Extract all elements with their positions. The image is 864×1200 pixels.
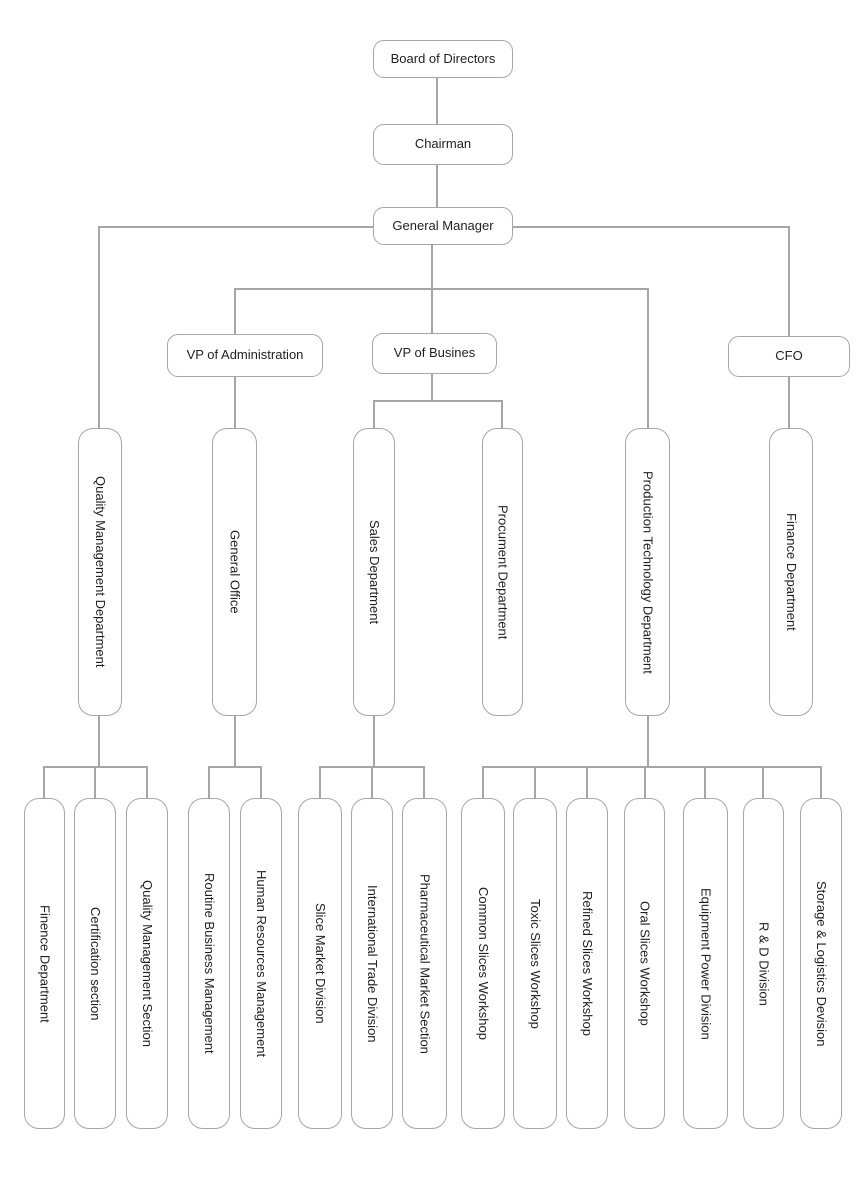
node-label: Quality Management Department xyxy=(93,476,109,668)
org-node-vp-of-administration[interactable] xyxy=(167,334,323,377)
org-node-slice-market-division[interactable] xyxy=(298,798,342,1129)
org-node-sales-department[interactable] xyxy=(353,428,395,716)
connector-to-equipment-power xyxy=(704,766,706,798)
connector-quality-dept-drop xyxy=(98,716,100,767)
connector-prod-tech-rail xyxy=(482,766,821,768)
node-label: Refined Slices Workshop xyxy=(580,891,596,1036)
connector-vp-business-drop xyxy=(431,374,433,401)
org-node-cfo[interactable] xyxy=(728,336,850,377)
node-label: Human Resources Management xyxy=(254,869,270,1058)
node-label: General Manager xyxy=(392,217,494,233)
node-label: VP of Busines xyxy=(393,345,476,361)
connector-to-pharma-market xyxy=(423,766,425,798)
connector-to-slice-market xyxy=(319,766,321,798)
org-node-vp-of-business[interactable] xyxy=(372,333,497,374)
connector-to-common-slices xyxy=(482,766,484,798)
connector-rail-to-procurement xyxy=(501,400,503,428)
connector-rail-to-prod-tech xyxy=(647,288,649,428)
connector-to-certification xyxy=(94,766,96,798)
node-label: International Trade Division xyxy=(365,884,381,1043)
node-label: Production Technology Department xyxy=(640,470,656,674)
node-label: Common Slices Workshop xyxy=(476,887,492,1040)
node-label: Slice Market Division xyxy=(313,903,329,1024)
org-node-certification-section[interactable] xyxy=(74,798,116,1129)
connector-quality-rail xyxy=(43,766,148,768)
org-node-human-resources-management[interactable] xyxy=(240,798,282,1129)
node-label: Routine Business Management xyxy=(202,873,218,1054)
node-label: CFO xyxy=(775,348,803,364)
connector-to-refined-slices xyxy=(586,766,588,798)
connector-to-routine-business xyxy=(208,766,210,798)
node-label: Sales Department xyxy=(367,519,383,625)
org-node-common-slices-workshop[interactable] xyxy=(461,798,505,1129)
connector-gm-right-rail xyxy=(513,226,790,228)
node-label: Toxic Slices Workshop xyxy=(528,898,544,1029)
org-node-procurement-department[interactable] xyxy=(482,428,523,716)
connector-rail-to-sales xyxy=(373,400,375,428)
org-node-general-office[interactable] xyxy=(212,428,257,716)
connector-sales-drop xyxy=(373,716,375,767)
connector-gm-left-rail xyxy=(98,226,373,228)
org-node-pharmaceutical-market-section[interactable] xyxy=(402,798,447,1129)
org-node-oral-slices-workshop[interactable] xyxy=(624,798,665,1129)
org-node-toxic-slices-workshop[interactable] xyxy=(513,798,557,1129)
node-label: Finence Department xyxy=(37,904,53,1023)
org-node-equipment-power-division[interactable] xyxy=(683,798,728,1129)
connector-to-human-resources xyxy=(260,766,262,798)
connector-sales-proc-rail xyxy=(373,400,502,402)
connector-to-finence xyxy=(43,766,45,798)
node-label: Procument Department xyxy=(495,504,511,640)
org-node-quality-management-department[interactable] xyxy=(78,428,122,716)
connector-board-chairman xyxy=(436,78,438,124)
org-node-rnd-division[interactable] xyxy=(743,798,784,1129)
node-label: Quality Management Section xyxy=(140,880,156,1047)
node-label: Finance Department xyxy=(784,513,800,631)
connector-cfo-to-finance xyxy=(788,377,790,428)
connector-to-quality-section xyxy=(146,766,148,798)
node-label: R & D Division xyxy=(756,921,772,1006)
connector-to-toxic-slices xyxy=(534,766,536,798)
node-label: Board of Directors xyxy=(390,50,496,66)
org-node-finance-department[interactable] xyxy=(769,428,813,716)
org-node-storage-logistics-devision[interactable] xyxy=(800,798,842,1129)
org-node-general-manager[interactable] xyxy=(373,207,513,245)
node-label: Equipment Power Division xyxy=(698,887,714,1040)
connector-gm-drop xyxy=(431,245,433,289)
connector-gm-to-cfo xyxy=(788,226,790,336)
connector-prod-tech-drop xyxy=(647,716,649,767)
connector-to-rnd xyxy=(762,766,764,798)
node-label: Certification section xyxy=(88,906,104,1021)
org-node-refined-slices-workshop[interactable] xyxy=(566,798,608,1129)
connector-to-intl-trade xyxy=(371,766,373,798)
node-label: General Office xyxy=(227,530,243,614)
org-node-chairman[interactable] xyxy=(373,124,513,165)
org-node-routine-business-management[interactable] xyxy=(188,798,230,1129)
node-label: Pharmaceutical Market Section xyxy=(417,873,433,1054)
node-label: Chairman xyxy=(414,136,472,152)
connector-to-storage-logistics xyxy=(820,766,822,798)
node-label: Storage & Logistics Devision xyxy=(814,880,830,1047)
org-node-finence-department[interactable] xyxy=(24,798,65,1129)
org-node-quality-management-section[interactable] xyxy=(126,798,168,1129)
connector-vp-admin-to-office xyxy=(234,377,236,428)
connector-vp-rail xyxy=(234,288,649,290)
connector-office-rail xyxy=(208,766,262,768)
connector-gm-to-quality-dept xyxy=(98,226,100,428)
node-label: VP of Administration xyxy=(186,347,304,363)
connector-rail-to-vp-admin xyxy=(234,288,236,334)
connector-to-oral-slices xyxy=(644,766,646,798)
org-node-board-of-directors[interactable] xyxy=(373,40,513,78)
org-node-international-trade-division[interactable] xyxy=(351,798,393,1129)
org-node-production-technology-department[interactable] xyxy=(625,428,670,716)
connector-chairman-gm xyxy=(436,165,438,207)
connector-rail-to-vp-business xyxy=(431,288,433,333)
node-label: Oral Slices Workshop xyxy=(637,901,653,1026)
connector-general-office-drop xyxy=(234,716,236,767)
